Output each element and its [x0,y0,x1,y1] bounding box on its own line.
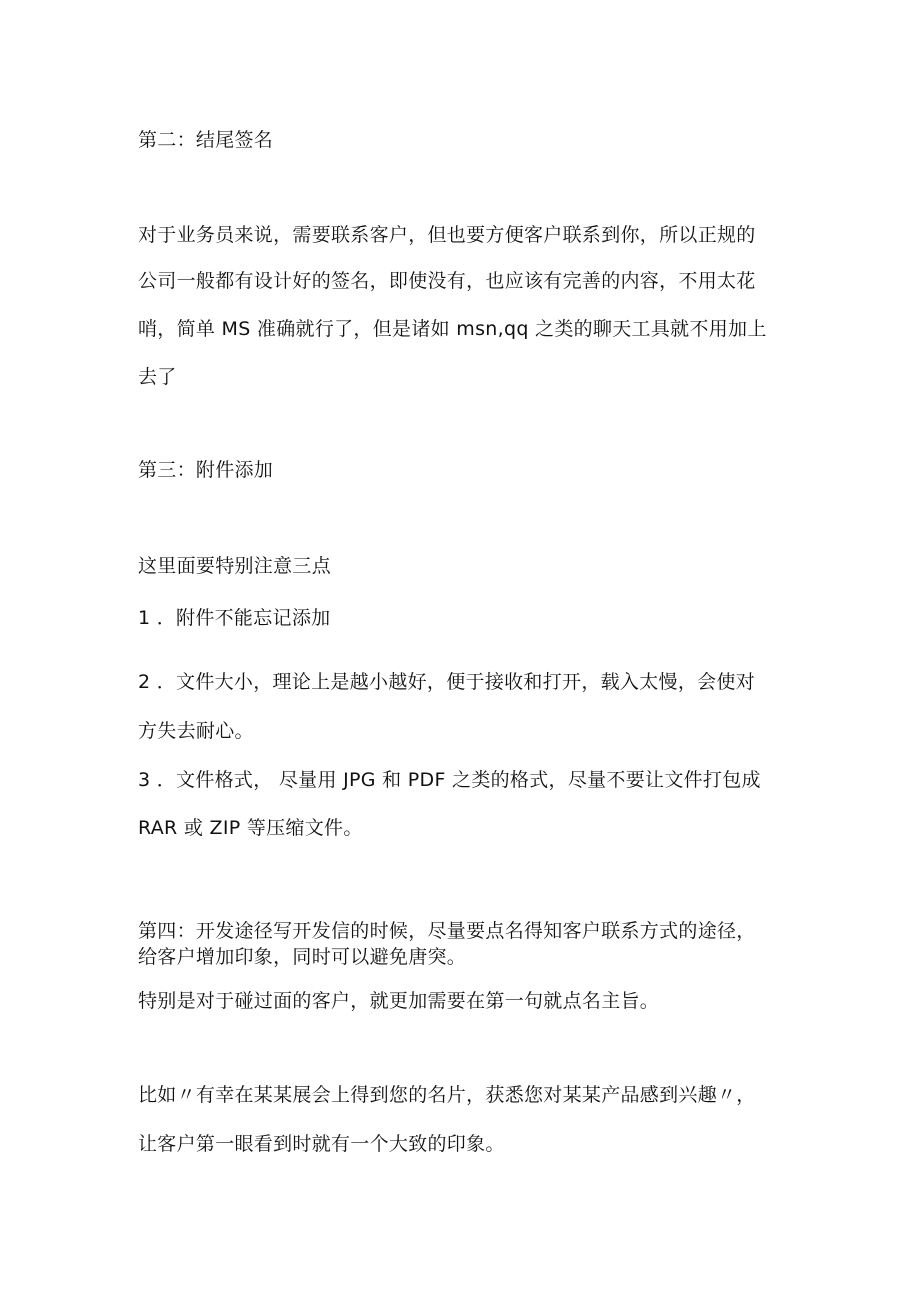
section-3-item-3-line-2: RAR 或 ZIP 等压缩文件。 [138,817,363,839]
section-2-body-line-3: 哨，简单 MS 准确就行了，但是诸如 msn,qq 之类的聊天工具就不用加上 [138,318,767,340]
section-4-note: 特别是对于碰过面的客户，就更加需要在第一句就点名主旨。 [138,990,660,1012]
section-3-item-2-line-1: 2 ．文件大小，理论上是越小越好，便于接收和打开，载入太慢，会使对 [138,671,756,693]
section-3-intro: 这里面要特别注意三点 [138,555,332,577]
section-3-heading: 第三：附件添加 [138,459,274,481]
section-3-item-3-line-1: 3 ．文件格式， 尽量用 JPG 和 PDF 之类的格式，尽量不要让文件打包成 [138,769,761,791]
section-4-example-line-2: 让客户第一眼看到时就有一个大致的印象。 [138,1133,505,1155]
section-4-example-line-1: 比如〃有幸在某某展会上得到您的名片，获悉您对某某产品感到兴趣〃， [138,1084,756,1106]
section-2-heading: 第二：结尾签名 [138,129,274,151]
section-2-body-line-1: 对于业务员来说，需要联系客户，但也要方便客户联系到你，所以正规的 [138,224,756,246]
section-2-body-line-2: 公司一般都有设计好的签名，即使没有，也应该有完善的内容，不用太花 [138,270,756,292]
section-4-heading-line-1: 第四：开发途径写开发信的时候，尽量要点名得知客户联系方式的途径， [138,920,756,942]
section-3-item-2-line-2: 方失去耐心。 [138,720,254,742]
section-3-item-1: 1 ．附件不能忘记添加 [138,607,331,629]
section-2-body-line-4: 去了 [138,366,177,388]
section-4-heading-line-2: 给客户增加印象，同时可以避免唐突。 [138,946,467,968]
